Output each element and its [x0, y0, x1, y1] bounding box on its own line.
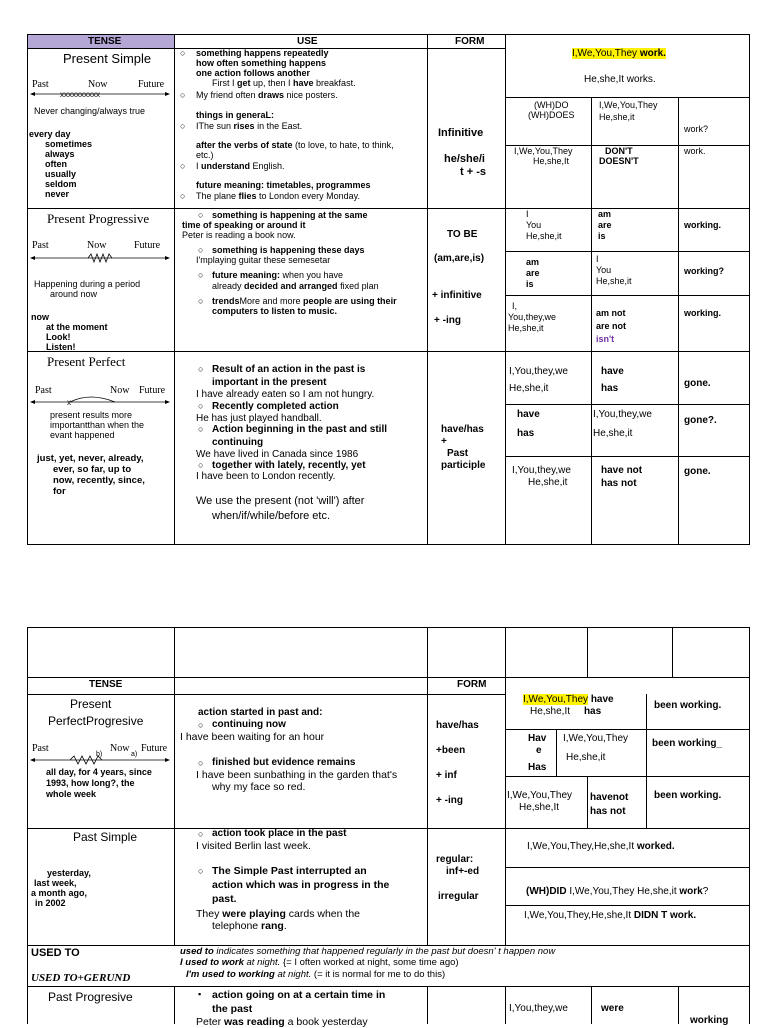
adverb-item: often	[45, 159, 67, 169]
form-cell: been working.	[654, 790, 722, 801]
bullet-icon: ○	[198, 720, 204, 730]
form-cell: working	[690, 1015, 729, 1026]
use-line: important in the present	[212, 377, 327, 388]
form-infinitive: Infinitive	[438, 127, 484, 139]
timeline-now-label: Now	[87, 240, 107, 251]
timeline-past-label: Past	[32, 240, 49, 251]
bullet-icon: ○	[180, 48, 186, 58]
header-form: FORM	[455, 36, 485, 47]
timeline-diagram	[30, 88, 170, 100]
use-line: continuing	[212, 437, 264, 448]
form-cell: are	[526, 268, 540, 278]
form-cell: I,We,You,They	[507, 790, 573, 801]
example-sentence: He has just played handball.	[196, 413, 322, 424]
use-line: We use the present (not 'will') after	[196, 495, 365, 507]
use-line: finished but evidence remains	[212, 757, 356, 768]
form-cell: has not	[601, 478, 637, 489]
use-line: something is happening these days	[212, 245, 365, 255]
example-sentence: I visited Berlin last week.	[196, 840, 311, 852]
timeline-past-label: Past	[35, 385, 52, 396]
form-regular: regular:	[436, 854, 474, 865]
adverb-item: in 2002	[35, 898, 66, 908]
adverb-item: sometimes	[45, 139, 93, 149]
form-cell: isn't	[596, 334, 615, 344]
form-cell: Hav	[528, 733, 547, 744]
form-cell: (WH)DO	[534, 100, 569, 110]
form-cell: He,she,it	[596, 276, 632, 286]
form-cell: I,We,You,They	[514, 146, 573, 156]
bullet-icon: ○	[198, 866, 204, 876]
bullet-icon: ▪	[198, 989, 202, 999]
timeline-marker-label: a)	[131, 751, 138, 758]
form-cell: gone.	[684, 378, 711, 389]
adverb-item: 1993, how long?, the	[46, 778, 135, 788]
use-line: already decided and arranged fixed plan	[212, 281, 379, 291]
form-plus-infinitive: + infinitive	[432, 290, 482, 301]
timeline-diagram	[30, 754, 170, 766]
timeline-now-label: Now	[88, 79, 108, 90]
example-sentence: The plane flies to London every Monday.	[196, 191, 360, 201]
form-have-has: have/has	[441, 424, 484, 435]
form-cell: DON'T	[605, 146, 633, 156]
svg-text:x: x	[67, 398, 71, 407]
form-to-be: TO BE	[447, 229, 478, 240]
bullet-icon: ○	[198, 364, 204, 374]
use-line: action which was in progress in the	[212, 879, 390, 891]
form-cell: DOESN'T	[599, 156, 639, 166]
form-cell: I,You,they,we	[509, 366, 568, 377]
usage-note: Happening during a period	[34, 279, 141, 289]
bullet-icon: ○	[198, 460, 204, 470]
form-t-s: t + -s	[460, 166, 486, 178]
usage-note: importantthan when the	[50, 420, 145, 430]
form-cell: (WH)DOES	[528, 110, 575, 120]
form-cell: He,she,It	[533, 156, 570, 166]
adverb-item: at the moment	[46, 322, 108, 332]
adverb-item: never	[45, 189, 70, 199]
form-row: He,she,It has	[530, 706, 602, 717]
example-sentence: IThe sun rises in the East.	[196, 121, 303, 131]
adverb-item: last week,	[34, 878, 77, 888]
bullet-icon: ○	[198, 424, 204, 434]
used-to-line: I used to work at night. {= I often worked at night, some time ago)	[180, 957, 459, 968]
use-line: action going on at a certain time in	[212, 989, 386, 1001]
use-line: Recently completed action	[212, 401, 339, 412]
timeline-past-label: Past	[32, 79, 49, 90]
timeline-marker-label: b)	[96, 751, 103, 758]
form-plus-ing: + -ing	[434, 315, 461, 326]
form-cell: gone?.	[684, 415, 717, 426]
svg-text:xxxxxxxxxx: xxxxxxxxxx	[60, 90, 100, 99]
bullet-icon: ○	[198, 245, 204, 255]
example-sentence: I'mplaying guitar these semesetar	[196, 255, 331, 265]
form-cell: You	[526, 220, 542, 230]
form-cell: I,	[512, 301, 518, 311]
use-line: how often something happens	[196, 58, 326, 68]
bullet-icon: ○	[198, 270, 204, 280]
tense-title-past-progressive: Past Progresive	[48, 990, 133, 1004]
use-line: past.	[212, 893, 237, 905]
header-tense: TENSE	[88, 36, 122, 47]
example-sentence: First I get up, then I have breakfast.	[212, 78, 356, 88]
adverb-item: seldom	[45, 179, 77, 189]
form-cell: have	[517, 409, 540, 420]
adverb-item: a month ago,	[31, 888, 87, 898]
adverb-item: for	[53, 486, 66, 497]
tense-title-used-to-gerund: USED TO+GERUND	[31, 972, 131, 984]
timeline-future-label: Future	[138, 79, 165, 90]
form-cell: havenot	[590, 792, 629, 803]
tense-title-present-perfect-progressive: PerfectProgresive	[48, 714, 144, 728]
form-cell: am	[598, 209, 612, 219]
header-tense: TENSE	[89, 679, 123, 690]
timeline-diagram	[30, 394, 170, 408]
bullet-icon: ○	[180, 121, 186, 131]
use-line: together with lately, recently, yet	[212, 460, 366, 471]
form-cell: You,they,we	[508, 312, 557, 322]
header-form: FORM	[457, 679, 487, 690]
timeline-diagram	[30, 252, 170, 264]
form-inf-ed: inf+-ed	[446, 866, 480, 877]
tense-title-present-perfect-progressive: Present	[70, 697, 112, 711]
form-cell: He,she,it	[599, 112, 635, 122]
form-cell: been working_	[652, 738, 723, 749]
use-line: Result of an action in the past is	[212, 364, 366, 375]
form-cell: He,she,it	[509, 383, 549, 394]
bullet-icon: ○	[198, 758, 204, 768]
form-cell: He,she,it	[566, 752, 606, 763]
tense-title-past-simple: Past Simple	[73, 830, 138, 844]
usage-note: around now	[50, 289, 98, 299]
use-line: etc.)	[196, 150, 214, 160]
bullet-icon: ○	[180, 90, 186, 100]
form-cell: has	[517, 428, 535, 439]
form-cell: are not	[596, 321, 627, 331]
usage-note: evant happened	[50, 430, 115, 440]
form-cell: I,We,You,They	[599, 100, 658, 110]
form-cell: He,she,it	[528, 477, 568, 488]
use-line: future meaning: timetables, programmes	[196, 180, 371, 190]
adverb-item: Look!	[46, 332, 71, 342]
form-cell: work.	[684, 146, 706, 156]
form-cell: were	[601, 1003, 624, 1014]
form-cell: working.	[684, 220, 722, 230]
bullet-icon: ○	[180, 161, 186, 171]
form-cell: He,she,it	[593, 428, 633, 439]
form-cell: He,she,it	[526, 231, 562, 241]
tense-title-present-simple: Present Simple	[63, 51, 152, 66]
form-been: +been	[436, 745, 466, 756]
form-cell: I,We,You,They	[563, 733, 629, 744]
example-sentence: I understand English.	[196, 161, 285, 171]
form-cell: am not	[596, 308, 626, 318]
form-row: He,she,It works.	[584, 74, 656, 85]
form-cell: work?	[684, 124, 709, 134]
adverb-item: every day	[29, 129, 71, 139]
form-he-she-it: he/she/i	[444, 153, 485, 165]
form-have-has: have/has	[436, 720, 479, 731]
adverb-item: now, recently, since,	[53, 475, 145, 486]
use-line: Action beginning in the past and still	[212, 424, 387, 435]
use-line: the past	[212, 1003, 253, 1015]
form-cell: has not	[590, 806, 626, 817]
form-cell: am	[526, 257, 540, 267]
used-to-line: I'm used to working at night. (= it is normal for me to do this)	[186, 969, 446, 980]
example-sentence: why my face so red.	[212, 781, 306, 793]
form-cell: I	[526, 209, 529, 219]
adverb-item: just, yet, never, already,	[37, 453, 144, 464]
form-cell: He,she,It	[519, 802, 560, 813]
form-plus: +	[441, 436, 447, 447]
header-use: USE	[297, 36, 318, 47]
form-cell: been working.	[654, 700, 722, 711]
form-cell: have not	[601, 465, 643, 476]
use-line: The Simple Past interrupted an	[212, 865, 367, 877]
timeline-past-label: Past	[32, 743, 49, 754]
form-row: I,We,You,They,He,she,It DIDN T work.	[524, 910, 697, 921]
use-line: future meaning: when you have	[212, 270, 344, 280]
use-line: time of speaking or around it	[182, 220, 306, 230]
adverb-item: always	[45, 149, 75, 159]
form-cell: is	[598, 231, 606, 241]
bullet-icon: ○	[180, 191, 186, 201]
use-line: something happens repeatedly	[196, 48, 329, 58]
example-sentence: I have already eaten so I am not hungry.	[196, 389, 375, 400]
tense-title-present-progressive: Present Progressive	[47, 211, 150, 226]
adverb-item: all day, for 4 years, since	[46, 767, 152, 777]
form-row: I,We,You,They work.	[572, 48, 666, 59]
form-cell: I,You,they,we	[509, 1003, 568, 1014]
use-line: something is happening at the same	[212, 210, 368, 220]
form-row: (WH)DID I,We,You,They He,she,it work?	[526, 886, 709, 897]
tense-title-present-perfect: Present Perfect	[47, 354, 126, 369]
form-cell: working?	[684, 266, 724, 276]
adverb-item: now	[31, 312, 49, 322]
adverb-item: whole week	[46, 789, 97, 799]
use-line: when/if/while/before etc.	[212, 510, 331, 522]
form-cell: working.	[684, 308, 722, 318]
form-participle: participle	[441, 460, 486, 471]
usage-note: present results more	[50, 410, 133, 420]
form-past: Past	[447, 448, 469, 459]
example-sentence: They were playing cards when the	[196, 908, 361, 920]
bullet-icon: ○	[198, 829, 204, 839]
timeline-future-label: Future	[141, 743, 168, 754]
use-line: one action follows another	[196, 68, 311, 78]
use-line: action took place in the past	[212, 828, 347, 839]
form-cell: is	[526, 279, 534, 289]
adverb-item: Listen!	[46, 342, 76, 352]
adverb-item: ever, so far, up to	[53, 464, 132, 475]
timeline-future-label: Future	[134, 240, 161, 251]
timeline-now-label: Now	[110, 385, 130, 396]
form-cell: You	[596, 265, 612, 275]
example-sentence: I have been sunbathing in the garden that's	[196, 769, 398, 781]
bullet-icon: ○	[198, 210, 204, 220]
form-inf: + inf	[436, 770, 457, 781]
example-sentence: We have lived in Canada since 1986	[196, 449, 359, 460]
use-line: action started in past and:	[198, 707, 323, 718]
example-sentence: Peter is reading a book now.	[182, 230, 296, 240]
use-line: trendsMore and more people are using their	[212, 296, 397, 306]
usage-note: Never changing/always true	[34, 106, 146, 116]
form-cell: gone.	[684, 466, 711, 477]
form-cell: e	[536, 745, 542, 756]
use-line: things in generaL:	[196, 110, 275, 120]
bullet-icon: ○	[198, 296, 204, 306]
form-am-are-is: (am,are,is)	[434, 253, 485, 264]
form-cell: are	[598, 220, 612, 230]
used-to-line: used to indicates something that happened regularly in the past but doesn' t happen now	[180, 946, 556, 957]
form-cell: has	[601, 383, 619, 394]
timeline-future-label: Future	[139, 385, 166, 396]
tense-title-used-to: USED TO	[31, 947, 80, 959]
form-cell: Has	[528, 762, 547, 773]
form-row: I,We,You,They have	[523, 694, 614, 705]
use-line: continuing now	[212, 719, 286, 730]
use-line: after the verbs of state (to love, to hate, to think,	[196, 140, 394, 150]
example-sentence: I have been to London recently.	[196, 471, 336, 482]
form-irregular: irregular	[438, 891, 479, 902]
form-cell: I,You,they,we	[593, 409, 652, 420]
example-sentence: I have been waiting for an hour	[180, 731, 325, 743]
form-row: I,We,You,They,He,she,It worked.	[527, 841, 675, 852]
bullet-icon: ○	[198, 401, 204, 411]
use-line: computers to listen to music.	[212, 306, 338, 316]
form-cell: He,she,it	[508, 323, 544, 333]
example-sentence: telephone rang.	[212, 920, 287, 932]
adverb-item: yesterday,	[47, 868, 91, 878]
form-cell: I,You,they,we	[512, 465, 571, 476]
form-cell: I	[596, 254, 599, 264]
form-ing: + -ing	[436, 795, 463, 806]
timeline-now-label: Now	[110, 743, 130, 754]
example-sentence: Peter was reading a book yesterday	[196, 1016, 368, 1028]
adverb-item: usually	[45, 169, 77, 179]
form-cell: have	[601, 366, 624, 377]
example-sentence: My friend often draws nice posters.	[196, 90, 338, 100]
